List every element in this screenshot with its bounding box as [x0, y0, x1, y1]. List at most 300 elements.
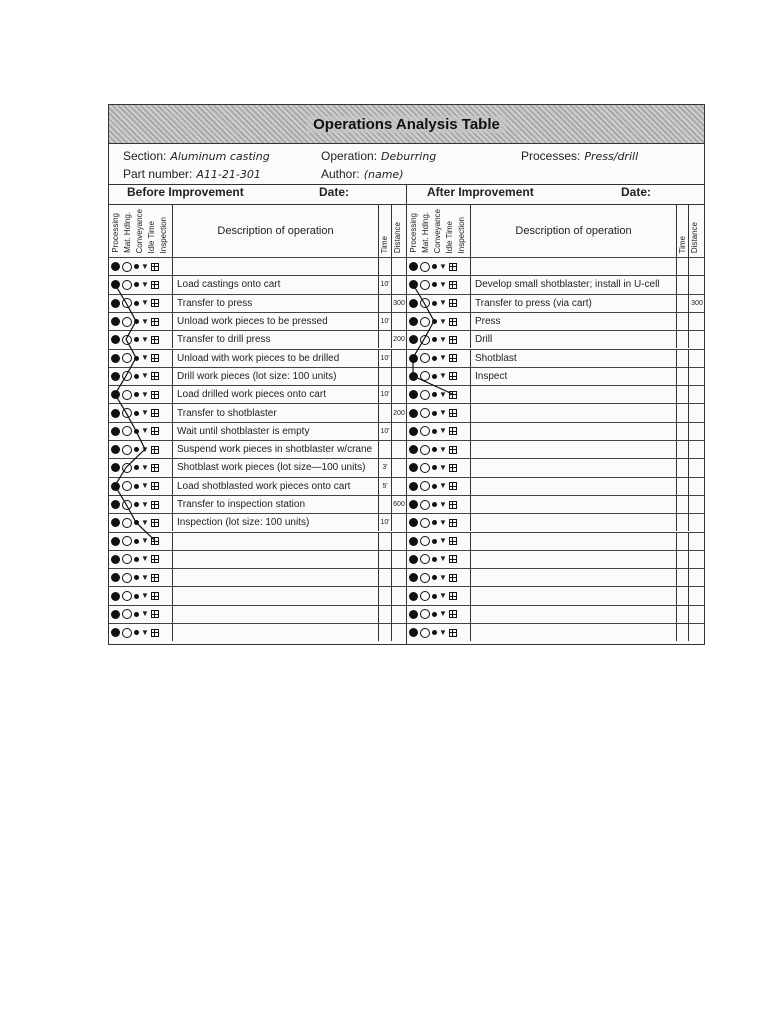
material-handling-icon	[420, 445, 430, 455]
after-time-cell	[677, 404, 689, 421]
idle-time-icon: ▼	[439, 572, 447, 582]
material-handling-icon	[122, 390, 132, 400]
processing-icon	[111, 537, 120, 546]
material-handling-icon	[122, 408, 132, 418]
after-description-cell	[471, 459, 677, 476]
idle-time-icon: ▼	[439, 481, 447, 491]
processing-icon	[409, 317, 418, 326]
after-table-row	[407, 477, 705, 495]
before-time-cell	[379, 569, 392, 586]
material-handling-icon	[122, 518, 132, 528]
after-table-row	[407, 532, 705, 550]
before-symbol-cell	[109, 569, 173, 586]
after-distance-cell	[689, 606, 705, 623]
processing-icon	[409, 555, 418, 564]
material-handling-icon	[420, 353, 430, 363]
inspection-icon	[151, 318, 159, 326]
before-table-row	[109, 458, 406, 476]
idle-time-icon: ▼	[439, 517, 447, 527]
material-handling-icon	[420, 573, 430, 583]
before-description-cell	[173, 606, 379, 623]
inspection-icon	[151, 427, 159, 435]
after-time-cell	[677, 533, 689, 550]
processing-icon	[409, 409, 418, 418]
material-handling-icon	[122, 317, 132, 327]
after-table-row	[407, 440, 705, 458]
before-description-cell: Unload with work pieces to be drilled	[173, 350, 379, 367]
conveyance-icon	[432, 337, 437, 342]
before-distance-cell: 200	[393, 409, 405, 417]
inspection-icon	[151, 299, 159, 307]
after-distance-cell	[689, 423, 705, 440]
processing-icon	[111, 299, 120, 308]
conveyance-icon	[432, 447, 437, 452]
conveyance-icon	[432, 264, 437, 269]
after-symbol-cell	[407, 350, 471, 367]
after-time-cell	[677, 551, 689, 568]
idle-time-icon: ▼	[439, 426, 447, 436]
conveyance-icon	[432, 612, 437, 617]
before-symbol-cell	[109, 514, 173, 531]
before-table-row	[109, 495, 406, 513]
after-time-cell	[677, 386, 689, 403]
after-time-cell	[677, 514, 689, 531]
after-time-cell	[677, 606, 689, 623]
before-time-cell: 5'	[379, 478, 392, 495]
after-distance-cell	[689, 441, 705, 458]
idle-time-icon: ▼	[439, 609, 447, 619]
inspection-icon	[449, 354, 457, 362]
after-time-header-label: Time	[678, 235, 687, 253]
after-distance-header	[689, 205, 705, 257]
material-handling-icon	[122, 500, 132, 510]
material-handling-icon	[122, 628, 132, 638]
inspection-icon	[449, 372, 457, 380]
after-symbol-cell	[407, 496, 471, 513]
after-panel	[407, 204, 705, 646]
inspection-icon	[151, 501, 159, 509]
inspection-icon	[449, 336, 457, 344]
before-symbol-cell	[109, 587, 173, 604]
inspection-icon	[449, 391, 457, 399]
conveyance-icon	[432, 374, 437, 379]
inspection-icon	[449, 299, 457, 307]
inspection-icon	[449, 519, 457, 527]
material-handling-icon	[420, 591, 430, 601]
after-symbol-header: Inspection	[457, 216, 466, 253]
after-distance-cell	[689, 514, 705, 531]
before-description-cell	[173, 258, 379, 275]
after-time-cell	[677, 350, 689, 367]
after-date-label: Date:	[621, 185, 652, 199]
after-symbol-cell	[407, 459, 471, 476]
after-time-cell	[677, 276, 689, 293]
after-symbol-cell	[407, 624, 471, 641]
conveyance-icon	[134, 392, 139, 397]
idle-time-icon: ▼	[439, 389, 447, 399]
idle-time-icon: ▼	[141, 279, 149, 289]
material-handling-icon	[122, 371, 132, 381]
inspection-icon	[151, 482, 159, 490]
before-table-row	[109, 623, 406, 641]
before-time-cell	[379, 587, 392, 604]
processing-icon	[111, 354, 120, 363]
processing-icon	[409, 610, 418, 619]
before-table-row	[109, 367, 406, 385]
inspection-icon	[449, 409, 457, 417]
material-handling-icon	[420, 317, 430, 327]
processing-icon	[409, 372, 418, 381]
before-time-cell: 10'	[379, 386, 392, 403]
before-symbol-cell	[109, 386, 173, 403]
part-number-field	[123, 167, 261, 181]
material-handling-icon	[122, 445, 132, 455]
author-field	[321, 167, 403, 181]
inspection-icon	[449, 263, 457, 271]
before-description-cell: Transfer to shotblaster	[173, 404, 379, 421]
before-description-cell: Transfer to inspection station	[173, 496, 379, 513]
before-distance-header-label: Distance	[393, 221, 402, 253]
after-description-cell	[471, 624, 677, 641]
after-time-cell	[677, 368, 689, 385]
processing-icon	[409, 592, 418, 601]
after-table-row	[407, 458, 705, 476]
after-symbol-header: Mat. Hdlng.	[421, 212, 430, 253]
before-time-cell: 10'	[379, 313, 392, 330]
inspection-icon	[151, 555, 159, 563]
after-distance-cell	[689, 587, 705, 604]
before-symbol-cell	[109, 533, 173, 550]
conveyance-icon	[134, 264, 139, 269]
after-time-cell	[677, 423, 689, 440]
conveyance-icon	[134, 356, 139, 361]
idle-time-icon: ▼	[439, 298, 447, 308]
idle-time-icon: ▼	[141, 554, 149, 564]
before-description-cell: Inspection (lot size: 100 units)	[173, 514, 379, 531]
conveyance-icon	[432, 557, 437, 562]
idle-time-icon: ▼	[141, 261, 149, 271]
conveyance-icon	[134, 557, 139, 562]
material-handling-icon	[420, 298, 430, 308]
before-distance-cell	[392, 587, 406, 604]
conveyance-icon	[432, 502, 437, 507]
after-symbol-cell	[407, 606, 471, 623]
idle-time-icon: ▼	[141, 426, 149, 436]
before-description-cell: Load shotblasted work pieces onto cart	[173, 478, 379, 495]
after-table-row	[407, 550, 705, 568]
operation-value: Deburring	[381, 150, 437, 163]
processing-icon	[409, 518, 418, 527]
after-time-cell	[677, 496, 689, 513]
idle-time-icon: ▼	[141, 444, 149, 454]
after-distance-header-label: Distance	[690, 221, 699, 253]
after-distance-cell	[689, 350, 705, 367]
before-distance-cell	[392, 478, 406, 495]
before-description-cell	[173, 587, 379, 604]
processing-icon	[409, 500, 418, 509]
material-handling-icon	[420, 280, 430, 290]
inspection-icon	[449, 629, 457, 637]
before-distance-cell	[392, 386, 406, 403]
after-distance-cell: 300	[691, 299, 703, 307]
idle-time-icon: ▼	[141, 389, 149, 399]
inspection-icon	[151, 446, 159, 454]
inspection-icon	[449, 537, 457, 545]
author-label: Author:	[321, 167, 360, 181]
processing-icon	[409, 354, 418, 363]
idle-time-icon: ▼	[141, 536, 149, 546]
before-description-cell: Load castings onto cart	[173, 276, 379, 293]
after-distance-cell	[689, 569, 705, 586]
idle-time-icon: ▼	[439, 371, 447, 381]
processing-icon	[409, 628, 418, 637]
before-symbol-cell	[109, 276, 173, 293]
conveyance-icon	[134, 337, 139, 342]
material-handling-icon	[420, 628, 430, 638]
conveyance-icon	[134, 539, 139, 544]
after-time-header	[677, 205, 689, 257]
inspection-icon	[449, 574, 457, 582]
before-table-row	[109, 385, 406, 403]
after-table-row	[407, 422, 705, 440]
operations-analysis-sheet	[108, 104, 705, 645]
after-symbol-header: Conveyance	[433, 208, 442, 253]
before-time-cell: 10'	[379, 423, 392, 440]
material-handling-icon	[420, 390, 430, 400]
before-table-row	[109, 330, 406, 348]
after-distance-cell	[689, 313, 705, 330]
before-description-cell	[173, 551, 379, 568]
after-symbol-cell	[407, 533, 471, 550]
after-distance-cell	[689, 459, 705, 476]
author-value: (name)	[363, 168, 404, 181]
before-table-row	[109, 605, 406, 623]
before-table-row	[109, 440, 406, 458]
before-table-row	[109, 477, 406, 495]
before-symbol-header: Inspection	[159, 216, 168, 253]
after-distance-cell	[689, 386, 705, 403]
material-handling-icon	[420, 536, 430, 546]
section-field	[123, 149, 270, 163]
before-table-row	[109, 312, 406, 330]
before-table-row	[109, 513, 406, 531]
idle-time-icon: ▼	[141, 462, 149, 472]
before-distance-cell	[392, 258, 406, 275]
conveyance-icon	[134, 282, 139, 287]
conveyance-icon	[432, 575, 437, 580]
before-distance-cell: 600	[393, 501, 405, 509]
idle-time-icon: ▼	[439, 627, 447, 637]
before-time-cell	[379, 258, 392, 275]
before-symbol-cell	[109, 313, 173, 330]
idle-time-icon: ▼	[439, 261, 447, 271]
idle-time-icon: ▼	[439, 408, 447, 418]
processing-icon	[111, 372, 120, 381]
before-symbol-cell	[109, 258, 173, 275]
before-description-cell: Transfer to press	[173, 295, 379, 312]
before-table-row	[109, 275, 406, 293]
after-description-cell: Shotblast	[471, 350, 677, 367]
after-symbol-cell	[407, 551, 471, 568]
inspection-icon	[449, 592, 457, 600]
after-description-cell	[471, 258, 677, 275]
material-handling-icon	[122, 536, 132, 546]
before-time-header-label: Time	[380, 235, 389, 253]
before-description-cell	[173, 569, 379, 586]
before-symbol-cell	[109, 295, 173, 312]
conveyance-icon	[432, 282, 437, 287]
after-description-cell: Develop small shotblaster; install in U-cell	[471, 276, 677, 293]
before-symbol-cell	[109, 624, 173, 641]
conveyance-icon	[432, 301, 437, 306]
before-distance-cell	[392, 533, 406, 550]
after-description-cell	[471, 606, 677, 623]
before-table-row	[109, 349, 406, 367]
after-symbol-cell	[407, 313, 471, 330]
before-time-cell	[379, 368, 392, 385]
processing-icon	[111, 628, 120, 637]
material-handling-icon	[122, 481, 132, 491]
inspection-icon	[151, 391, 159, 399]
before-table-row	[109, 586, 406, 604]
after-description-cell: Press	[471, 313, 677, 330]
after-symbol-cell	[407, 441, 471, 458]
before-date-label: Date:	[319, 185, 350, 199]
title-bar	[109, 105, 704, 144]
conveyance-icon	[432, 520, 437, 525]
after-distance-cell	[689, 331, 705, 348]
before-distance-cell	[392, 569, 406, 586]
processing-icon	[111, 610, 120, 619]
before-time-cell	[379, 496, 392, 513]
processing-icon	[111, 592, 120, 601]
before-distance-cell	[392, 350, 406, 367]
before-distance-cell: 200	[393, 336, 405, 344]
part-number-value: A11-21-301	[196, 168, 261, 181]
material-handling-icon	[420, 481, 430, 491]
before-description-cell: Load drilled work pieces onto cart	[173, 386, 379, 403]
after-distance-cell	[689, 624, 705, 641]
conveyance-icon	[134, 374, 139, 379]
conveyance-icon	[432, 429, 437, 434]
idle-time-icon: ▼	[141, 591, 149, 601]
after-symbol-cell	[407, 587, 471, 604]
after-description-cell	[471, 569, 677, 586]
after-description-cell	[471, 478, 677, 495]
material-handling-icon	[420, 408, 430, 418]
after-description-cell	[471, 533, 677, 550]
processing-icon	[111, 500, 120, 509]
after-symbol-header: Idle Time	[445, 220, 454, 253]
after-table-row	[407, 623, 705, 641]
before-table-row	[109, 294, 406, 312]
processing-icon	[111, 427, 120, 436]
inspection-icon	[151, 519, 159, 527]
after-description-header: Description of operation	[471, 205, 677, 257]
conveyance-icon	[134, 411, 139, 416]
inspection-icon	[151, 281, 159, 289]
before-symbol-cell	[109, 478, 173, 495]
after-table-row	[407, 403, 705, 421]
after-time-cell	[677, 624, 689, 641]
section-value: Aluminum casting	[170, 150, 270, 163]
before-table-row	[109, 403, 406, 421]
idle-time-icon: ▼	[439, 554, 447, 564]
inspection-icon	[151, 372, 159, 380]
material-handling-icon	[420, 554, 430, 564]
before-symbol-header: Idle Time	[147, 220, 156, 253]
before-distance-cell	[392, 551, 406, 568]
idle-time-icon: ▼	[141, 316, 149, 326]
section-label: Section:	[123, 149, 167, 163]
conveyance-icon	[432, 594, 437, 599]
material-handling-icon	[122, 298, 132, 308]
part-number-label: Part number:	[123, 167, 193, 181]
after-table-row	[407, 330, 705, 348]
before-time-cell	[379, 606, 392, 623]
before-time-cell: 3'	[379, 459, 392, 476]
after-time-cell	[677, 295, 689, 312]
material-handling-icon	[420, 609, 430, 619]
operation-label: Operation:	[321, 149, 378, 163]
inspection-icon	[151, 354, 159, 362]
before-distance-cell	[392, 276, 406, 293]
conveyance-icon	[432, 539, 437, 544]
before-symbol-cell	[109, 606, 173, 623]
processing-icon	[409, 280, 418, 289]
after-time-cell	[677, 258, 689, 275]
before-symbol-cell	[109, 350, 173, 367]
after-table-row	[407, 605, 705, 623]
inspection-icon	[151, 537, 159, 545]
after-table-row	[407, 275, 705, 293]
conveyance-icon	[432, 630, 437, 635]
material-handling-icon	[122, 280, 132, 290]
idle-time-icon: ▼	[141, 499, 149, 509]
after-description-cell	[471, 404, 677, 421]
after-description-cell	[471, 587, 677, 604]
material-handling-icon	[122, 591, 132, 601]
processing-icon	[111, 573, 120, 582]
after-time-cell	[677, 331, 689, 348]
conveyance-icon	[134, 575, 139, 580]
after-time-cell	[677, 459, 689, 476]
before-distance-cell	[392, 459, 406, 476]
after-table-row	[407, 257, 705, 275]
after-table-row	[407, 294, 705, 312]
before-symbol-header: Mat. Hdlng.	[123, 212, 132, 253]
after-symbol-cell	[407, 404, 471, 421]
idle-time-icon: ▼	[141, 572, 149, 582]
idle-time-icon: ▼	[439, 536, 447, 546]
before-panel	[109, 204, 406, 646]
after-table-row	[407, 312, 705, 330]
after-symbol-cell	[407, 514, 471, 531]
processing-icon	[409, 537, 418, 546]
before-symbol-header: Processing	[111, 213, 120, 253]
after-symbol-cell	[407, 478, 471, 495]
before-symbol-cell	[109, 331, 173, 348]
inspection-icon	[151, 336, 159, 344]
after-symbol-header: Processing	[409, 213, 418, 253]
after-description-cell	[471, 386, 677, 403]
inspection-icon	[151, 592, 159, 600]
after-symbol-headers	[407, 205, 471, 257]
before-distance-header	[392, 205, 406, 257]
conveyance-icon	[432, 392, 437, 397]
conveyance-icon	[134, 630, 139, 635]
processing-icon	[111, 280, 120, 289]
